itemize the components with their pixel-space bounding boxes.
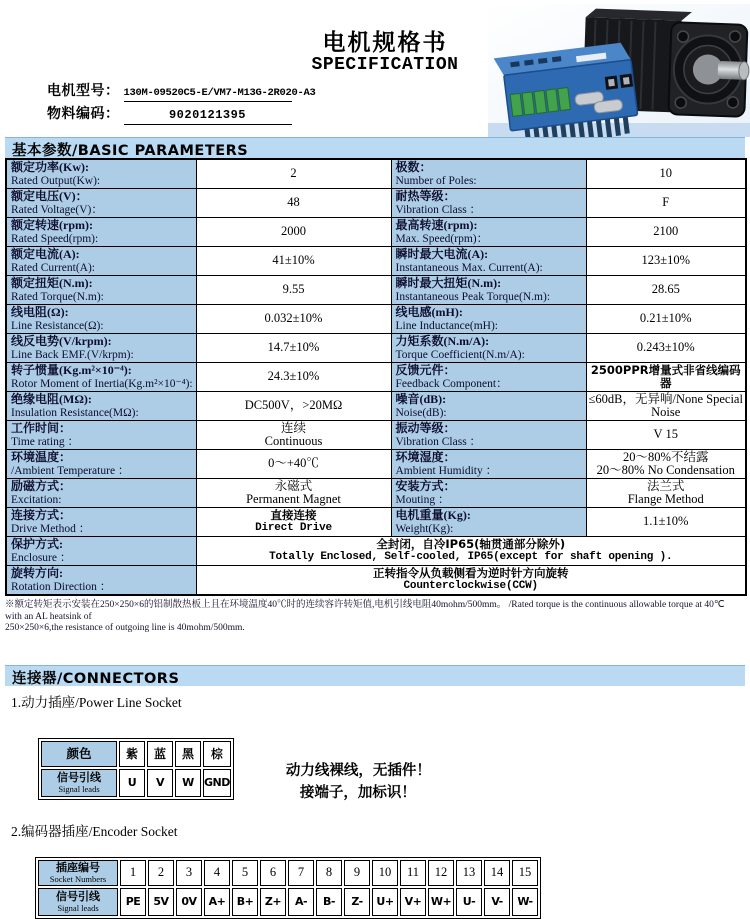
section-header-connectors: 连接器/CONNECTORS: [5, 665, 745, 686]
param-value-line: Counterclockwise(CCW): [403, 580, 538, 592]
param-label-en: Weight(Kg):: [395, 522, 454, 535]
signal-cell: GND: [203, 769, 231, 797]
encoder-socket-heading: 2.编码器插座/Encoder Socket: [11, 823, 178, 839]
param-label-en: Rated Voltage(V)：: [11, 203, 103, 216]
param-label-cn: 安装方式：: [395, 479, 456, 493]
table-footnote: [5, 600, 743, 635]
param-value: [196, 305, 391, 334]
param-value: [586, 363, 746, 392]
param-label-cn: 环境湿度：: [395, 450, 456, 464]
param-label: [391, 421, 586, 450]
param-value-line: 连续: [280, 420, 306, 435]
page-title: 电机规格书: [322, 30, 448, 56]
table-row: [6, 479, 746, 508]
param-label-cn: 瞬时最大电流(A):: [395, 247, 489, 261]
socket-number-cell: 15: [512, 860, 538, 886]
param-value: [586, 450, 746, 479]
socket-number-cell: 13: [456, 860, 482, 886]
param-value: [196, 363, 391, 392]
param-label-en: Rotor Moment of Inertia(Kg.m²×10⁻⁴):: [11, 377, 193, 390]
note-line-2: 接端子，加标识！: [299, 784, 416, 801]
param-value-line: 14.7±10%: [267, 340, 320, 355]
param-value: [586, 305, 746, 334]
param-label-cn: 噪音(dB):: [395, 392, 447, 406]
param-label-en: Rated Current(A):: [11, 261, 95, 274]
param-value-line: 2500PPR增量式非省线编码器: [590, 362, 741, 390]
param-value: [586, 334, 746, 363]
param-label: [6, 276, 196, 305]
power-socket-table: [38, 738, 234, 800]
param-label-cn: 最高转速(rpm):: [395, 218, 478, 232]
param-value-line: Permanent Magnet: [246, 492, 341, 506]
power-socket-block: [38, 738, 745, 804]
param-label-en: Ambient Humidity ：: [395, 464, 498, 477]
param-value-line: 0.21±10%: [639, 311, 692, 326]
param-label-en: Vibration Class ：: [395, 203, 482, 216]
param-value: [586, 479, 746, 508]
table-row: [41, 769, 231, 797]
param-value: [586, 421, 746, 450]
param-label-cn: 线反电势(V/krpm):: [11, 334, 112, 348]
param-value-line: 1.1±10%: [643, 514, 689, 529]
param-value: [196, 276, 391, 305]
param-value-line: V 15: [653, 427, 678, 442]
table-row: [6, 276, 746, 305]
param-value-line: 2000: [281, 224, 306, 239]
param-value-line: 2: [290, 166, 297, 181]
param-value: [196, 566, 746, 596]
param-label: [6, 189, 196, 218]
signal-cell: V+: [400, 888, 426, 916]
signal-cell: Z+: [260, 888, 286, 916]
param-label-en: Line Resistance(Ω):: [11, 319, 104, 332]
table-row: [6, 566, 746, 596]
param-value-line: 直接连接: [270, 507, 317, 522]
material-field: [47, 103, 292, 125]
signal-cell: 5V: [148, 888, 174, 916]
color-row-label: 颜色: [41, 741, 117, 767]
socket-number-cell: 9: [344, 860, 370, 886]
param-value: [196, 189, 391, 218]
model-label: 电机型号：: [47, 83, 120, 99]
signal-row-label: 信号引线 Signal leads: [38, 888, 118, 916]
param-label-en: Torque Coefficient(N.m/A):: [395, 348, 525, 361]
param-label-en: Line Inductance(mH):: [395, 319, 498, 332]
param-value: [586, 392, 746, 421]
param-label: [6, 334, 196, 363]
param-label: [6, 450, 196, 479]
param-value-line: 永磁式: [274, 478, 313, 493]
signal-row-label: 信号引线 Signal leads: [41, 769, 117, 797]
param-value: [586, 508, 746, 537]
param-label: [6, 479, 196, 508]
param-label-cn: 耐热等级：: [395, 189, 456, 203]
param-label-cn: 额定扭矩(N.m):: [11, 276, 93, 290]
param-label: [391, 334, 586, 363]
param-label: [391, 189, 586, 218]
param-value-line: 20～80%不结露: [623, 449, 709, 464]
param-value: [196, 247, 391, 276]
param-value: [586, 189, 746, 218]
page-subtitle: SPECIFICATION: [311, 55, 459, 75]
param-label: [6, 159, 196, 189]
param-label: [391, 247, 586, 276]
param-value-line: Continuous: [264, 434, 323, 448]
socket-number-cell: 1: [120, 860, 146, 886]
param-label: [6, 305, 196, 334]
param-label-cn: 转子惯量(Kg.m²×10⁻⁴):: [11, 363, 132, 377]
table-row: [6, 159, 746, 189]
table-row: [6, 392, 746, 421]
param-label: [6, 537, 196, 566]
servo-driver: [494, 42, 641, 137]
param-label-en: Rated Speed(rpm):: [11, 232, 99, 245]
param-value: [196, 537, 746, 566]
param-label-en: Rotation Direction ：: [11, 580, 112, 593]
socket-number-cell: 3: [176, 860, 202, 886]
param-label-cn: 工作时间：: [11, 421, 72, 435]
socket-number-cell: 11: [400, 860, 426, 886]
param-label-en: /Ambient Temperature ：: [11, 464, 130, 477]
table-row: [6, 305, 746, 334]
signal-cell: U: [119, 769, 145, 797]
signal-cell: W+: [428, 888, 454, 916]
param-value: [196, 392, 391, 421]
param-label-en: Mouting ：: [395, 493, 450, 506]
param-value-line: ≤60dB，无异响/None Special Noise: [588, 391, 743, 419]
signal-cell: V-: [484, 888, 510, 916]
param-label-cn: 反馈元件：: [395, 363, 456, 377]
socket-number-cell: 2: [148, 860, 174, 886]
param-value-line: 9.55: [282, 282, 305, 297]
section-header-basic-parameters: 基本参数/BASIC PARAMETERS: [5, 137, 745, 158]
param-label-cn: 瞬时最大扭矩(N.m):: [395, 276, 502, 290]
param-label-en: Instantaneous Max. Current(A):: [395, 261, 543, 274]
param-value-line: 2100: [653, 224, 679, 239]
signal-cell: Z-: [344, 888, 370, 916]
param-value: [586, 218, 746, 247]
param-value-line: 48: [287, 195, 300, 210]
param-label-en: Line Back EMF.(V/krpm):: [11, 348, 134, 361]
param-value-line: 法兰式: [646, 478, 685, 493]
signal-cell: PE: [120, 888, 146, 916]
param-value: [196, 508, 391, 537]
signal-cell: W-: [512, 888, 538, 916]
param-label: [391, 363, 586, 392]
param-label: [391, 305, 586, 334]
table-row: [6, 537, 746, 566]
param-label: [391, 276, 586, 305]
param-value: [196, 334, 391, 363]
param-value-line: 正转指令从负载侧看为逆时针方向旋转: [373, 565, 569, 580]
material-code-value: 9020121395: [124, 108, 292, 125]
param-value-line: 0.032±10%: [264, 311, 323, 326]
table-row: [6, 363, 746, 392]
param-label-en: Rated Torque(N.m):: [11, 290, 104, 303]
param-label-cn: 励磁方式：: [11, 479, 72, 493]
signal-cell: U-: [456, 888, 482, 916]
model-value: 130M-09520C5-E/VM7-M13G-2R020-A3: [124, 87, 292, 102]
table-row: [6, 218, 746, 247]
wire-color-cell: 蓝: [147, 741, 173, 767]
param-label-en: Instantaneous Peak Torque(N.m):: [395, 290, 551, 303]
socket-number-cell: 5: [232, 860, 258, 886]
param-label: [391, 392, 586, 421]
param-label: [6, 363, 196, 392]
param-label-cn: 绝缘电阻(MΩ):: [11, 392, 92, 406]
param-label-cn: 保护方式:: [11, 537, 63, 551]
param-label: [6, 392, 196, 421]
param-value-line: F: [662, 195, 670, 210]
socket-number-cell: 14: [484, 860, 510, 886]
param-label: [391, 479, 586, 508]
document-body: [5, 137, 745, 919]
table-row: [38, 888, 538, 916]
param-value: [196, 218, 391, 247]
param-label-en: Excitation:: [11, 493, 62, 506]
wire-color-cell: 棕: [203, 741, 231, 767]
param-label: [391, 450, 586, 479]
table-row: [6, 247, 746, 276]
signal-cell: V: [147, 769, 173, 797]
table-row: [38, 860, 538, 886]
param-label: [6, 247, 196, 276]
param-value: [586, 276, 746, 305]
param-label-en: Rated Output(Kw):: [11, 174, 101, 187]
param-label-cn: 连接方式：: [11, 508, 72, 522]
basic-parameters-table: [5, 158, 747, 596]
param-label: [391, 159, 586, 189]
param-label-en: Max. Speed(rpm)：: [395, 232, 489, 245]
param-label-en: Feedback Component：: [395, 377, 508, 390]
table-row: [6, 450, 746, 479]
wire-color-cell: 紫: [119, 741, 145, 767]
param-label-cn: 振动等级：: [395, 421, 456, 435]
param-label-cn: 极数：: [395, 160, 432, 174]
socket-number-cell: 12: [428, 860, 454, 886]
param-value: [196, 159, 391, 189]
param-value-line: Totally Enclosed, Self-cooled, IP65(except for shaft opening ).: [269, 551, 673, 563]
signal-cell: A+: [204, 888, 230, 916]
param-label-cn: 线电感(mH):: [395, 305, 463, 319]
param-value-line: 123±10%: [641, 253, 691, 268]
param-value-line: Flange Method: [627, 492, 704, 506]
param-value-line: 全封闭，自冷IP65(轴贯通部分除外): [376, 536, 566, 551]
signal-cell: B-: [316, 888, 342, 916]
socket-number-cell: 10: [372, 860, 398, 886]
param-label: [391, 218, 586, 247]
socket-number-cell: 4: [204, 860, 230, 886]
signal-cell: U+: [372, 888, 398, 916]
socket-number-row-label: 插座编号 Socket Numbers: [38, 860, 118, 886]
param-label-cn: 额定电压(V)：: [11, 189, 88, 203]
signal-cell: B+: [232, 888, 258, 916]
param-label-en: Time rating ：: [11, 435, 79, 448]
param-value-line: Direct Drive: [255, 522, 332, 534]
material-code-label: 物料编码：: [47, 106, 120, 122]
param-label: [6, 421, 196, 450]
param-label-cn: 线电阻(Ω):: [11, 305, 69, 319]
power-socket-heading: 1.动力插座/Power Line Socket: [11, 694, 182, 710]
param-label: [6, 218, 196, 247]
param-label-cn: 力矩系数(N.m/A):: [395, 334, 490, 348]
param-value: [196, 450, 391, 479]
param-label-cn: 额定电流(A):: [11, 247, 80, 261]
table-row: [41, 741, 231, 767]
signal-cell: W: [175, 769, 201, 797]
model-field: [47, 80, 316, 102]
param-label-en: Enclosure ：: [11, 551, 72, 564]
param-label-en: Number of Poles:: [395, 174, 477, 187]
param-value-line: 20～80% No Condensation: [596, 463, 735, 477]
power-socket-note: [286, 760, 431, 804]
table-row: [6, 189, 746, 218]
param-label-cn: 环境温度：: [11, 450, 72, 464]
param-label-en: Noise(dB):: [395, 406, 447, 419]
param-value-line: 0.243±10%: [636, 340, 695, 355]
param-label-en: Drive Method ：: [11, 522, 91, 535]
socket-number-cell: 6: [260, 860, 286, 886]
param-value-line: 10: [659, 166, 672, 181]
motor-driver-photo: [488, 4, 750, 137]
param-value-line: 24.3±10%: [267, 369, 320, 384]
param-label-cn: 电机重量(Kg):: [395, 508, 471, 522]
param-label: [6, 508, 196, 537]
note-line-1: 动力线裸线，无插件！: [285, 762, 431, 779]
param-label: [391, 508, 586, 537]
table-row: [6, 508, 746, 537]
encoder-socket-table: [35, 857, 541, 919]
signal-cell: A-: [288, 888, 314, 916]
param-value-line: 0～+40℃: [268, 456, 319, 471]
param-label: [6, 566, 196, 596]
param-label-cn: 旋转方向:: [11, 566, 63, 580]
param-value-line: DC500V，>20MΩ: [244, 398, 343, 413]
param-label-en: Insulation Resistance(MΩ):: [11, 406, 139, 419]
wire-color-cell: 黑: [175, 741, 201, 767]
footnote-line-2: 250×250×6,the resistance of outgoing line is 40mohm/500mm.: [5, 623, 245, 633]
param-label-cn: 额定功率(Kw):: [11, 160, 89, 174]
param-value: [196, 421, 391, 450]
param-value: [586, 247, 746, 276]
socket-number-cell: 8: [316, 860, 342, 886]
signal-cell: 0V: [176, 888, 202, 916]
param-label-en: Vibration Class ：: [395, 435, 482, 448]
param-value: [196, 479, 391, 508]
table-row: [6, 334, 746, 363]
param-value-line: 28.65: [651, 282, 680, 297]
param-label-cn: 额定转速(rpm):: [11, 218, 93, 232]
table-row: [6, 421, 746, 450]
socket-number-cell: 7: [288, 860, 314, 886]
param-value: [586, 159, 746, 189]
param-value-line: 41±10%: [272, 253, 315, 268]
footnote-line-1: ※额定转矩表示安装在250×250×6的铝制散热板上且在环境温度40℃时的连续容许转矩值,电机引线电阻40mohm/500mm。 /Rated torque is the continuous allowable torque at 40℃ with an AL heatsink of: [5, 600, 725, 622]
